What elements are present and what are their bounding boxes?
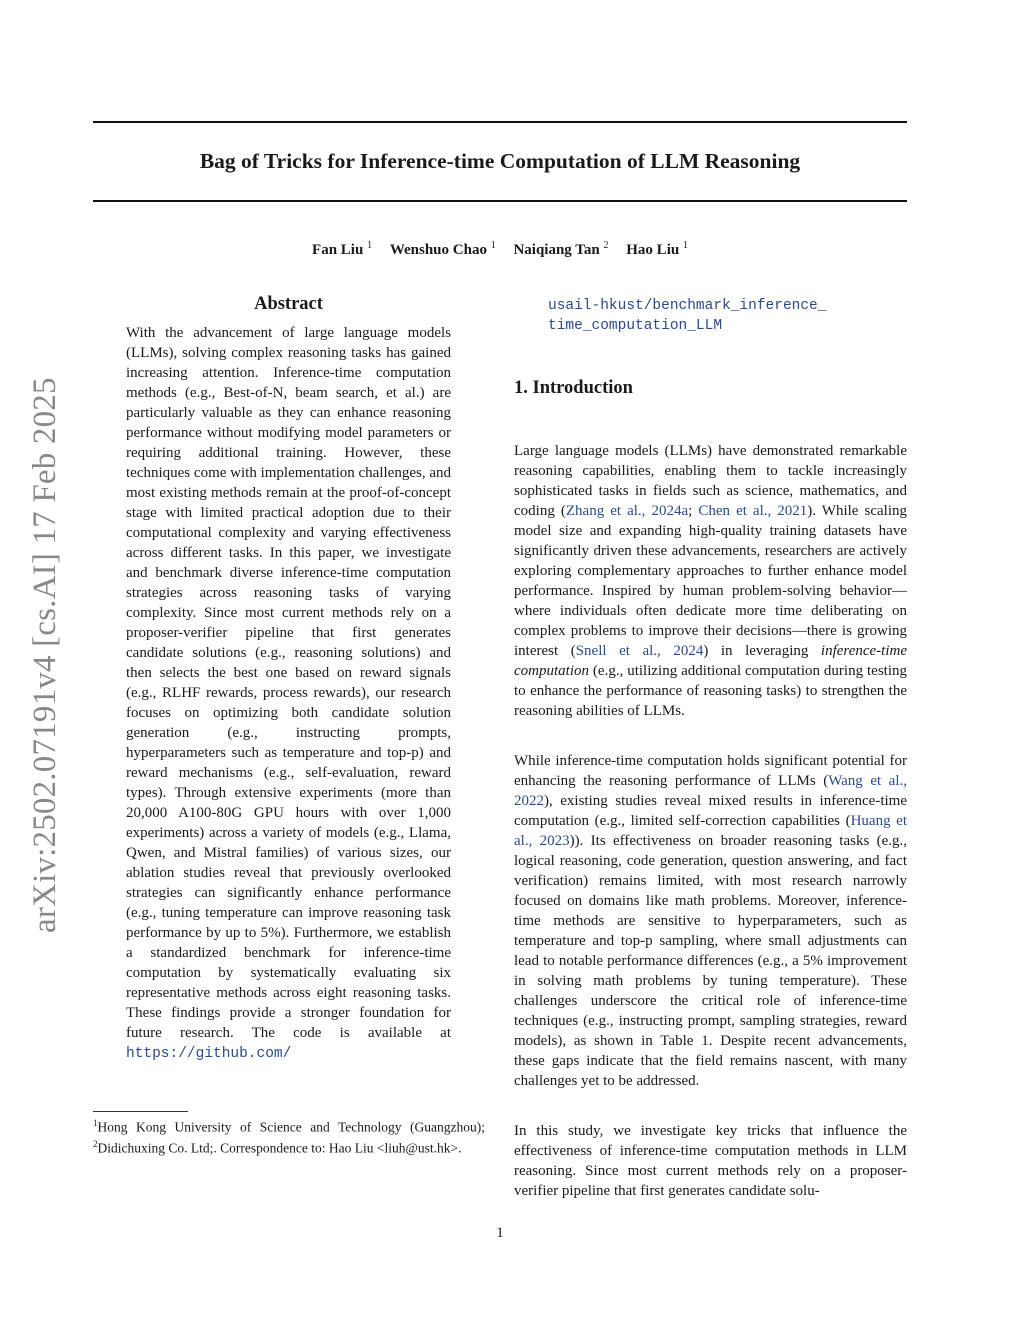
abstract-heading: Abstract [254,294,323,314]
intro-paragraph-3: In this study, we investigate key tricks that influence the effectiveness of inference-time computation methods in LLM reasoning. Since most current methods rely on a proposer-verifier pipeline that first generates candidate solu- [514,1123,907,1199]
intro-paragraph-2: While inference-time computation holds significant potential for enhancing the reasoning performance of LLMs (Wang et al., 2022), existing studies reveal mixed results in inference-time computation (e.g., limited self-correction capabilities (Huang et al., 2023)). Its effectiveness on broader reasoning tasks (e.g., logical reasoning, code generation, question answering, and fact verification) remains limited, with most research narrowly focused on domains like math problems. Moreover, inference-time methods are sensitive to hyperparameters, such as temperature and top-p sampling, where small adjustments can lead to notable performance differences (e.g., a 5% improvement in solving math problems by tuning temperature). These challenges underscore the critical role of inference-time techniques (e.g., instructing prompt, sampling strategies, reward models), as shown in Table 1. Despite recent advancements, these gaps indicate that the field remains nascent, with many challenges yet to be addressed. [514,753,907,1089]
code-link-continued[interactable]: usail-hkust/benchmark_inference_ time_computation_LLM [548,298,827,334]
citation-link[interactable]: Wang et al., 2022 [514,773,907,809]
paper-title: Bag of Tricks for Inference-time Computation of LLM Reasoning [199,149,801,173]
introduction-heading: 1. Introduction [514,378,633,398]
author: Wenshuo Chao $^1$ [389,240,496,258]
author-list [0,236,1000,260]
citation-link[interactable]: Chen et al., 2021 [698,503,808,519]
arxiv-stamp: arXiv:2502.07191v4 [cs.AI] 17 Feb 2025 [27,377,63,933]
code-link[interactable]: https://github.com/ [126,1046,292,1062]
abstract-body: With the advancement of large language models (LLMs), solving complex reasoning tasks has gained increasing attention. Inference-time computation methods (e.g., Best-of-N, beam search, et al.) are particularly valuable as they can enhance reasoning performance without modifying model parameters or requiring additional training. However, these techniques come with implementation challenges, and most existing methods remain at the proof-of-concept stage with limited practical adoption due to their computational complexity and varying effectiveness across different tasks. In this paper, we investigate and benchmark diverse inference-time computation strategies across reasoning tasks of varying complexity. Since most current methods rely on a proposer-verifier pipeline that first generates candidate solutions (e.g., reasoning solutions) and then selects the best one based on reward signals (e.g., RLHF rewards, process rewards), our research focuses on optimizing both candidate solution generation (e.g., instructing prompts, hyperparameters such as temperature and top-p) and reward mechanisms (e.g., self-evaluation, reward types). Through extensive experiments (more than 20,000 A100-80G GPU hours with over 1,000 experiments) across a variety of models (e.g., Llama, Qwen, and Mistral families) of various sizes, our ablation studies reveal that previously overlooked strategies can significantly enhance performance (e.g., tuning temperature can improve reasoning task performance by up to 5%). Furthermore, we establish a standardized benchmark for inference-time computation by systematically evaluating six representative methods across eight reasoning tasks. These findings provide a stronger foundation for future research. The code is available at https://github.com/ [126,325,451,1062]
author: Fan Liu $^1$ [312,240,373,258]
title-rule-top [93,121,907,123]
intro-paragraph-1: Large language models (LLMs) have demonstrated remarkable reasoning capabilities, enabling them to tackle increasingly sophisticated tasks in fields such as science, mathematics, and coding (Zhang et al., 2024a; Chen et al., 2021). While scaling model size and expanding high-quality training datasets have significantly driven these advancements, researchers are actively exploring complementary approaches to further enhance model performance. Inspired by human problem-solving behavior—where individuals often dedicate more time deliberating on complex problems to improve their decisions—there is growing interest (Snell et al., 2024) in leveraging inference-time computation (e.g., utilizing additional computation during testing to enhance the performance of reasoning tasks) to strengthen the reasoning abilities of LLMs. [514,443,907,719]
footnote-rule [93,1111,188,1112]
author: Hao Liu $^1$ [626,240,688,258]
affiliation-footnote: $^1$Hong Kong University of Science and Technology (Guangzhou); $^2$Didichuxing Co. Ltd;. Correspondence to: Hao Liu <liuh@ust.hk>. [93,1118,485,1155]
citation-link[interactable]: Snell et al., 2024 [575,643,704,659]
citation-link[interactable]: Huang et al., 2023 [514,813,907,849]
page-number: 1 [496,1225,504,1241]
author: Naiqiang Tan $^2$ [513,240,609,258]
citation-link[interactable]: Zhang et al., 2024a [565,503,689,519]
title-rule-bottom [93,200,907,202]
